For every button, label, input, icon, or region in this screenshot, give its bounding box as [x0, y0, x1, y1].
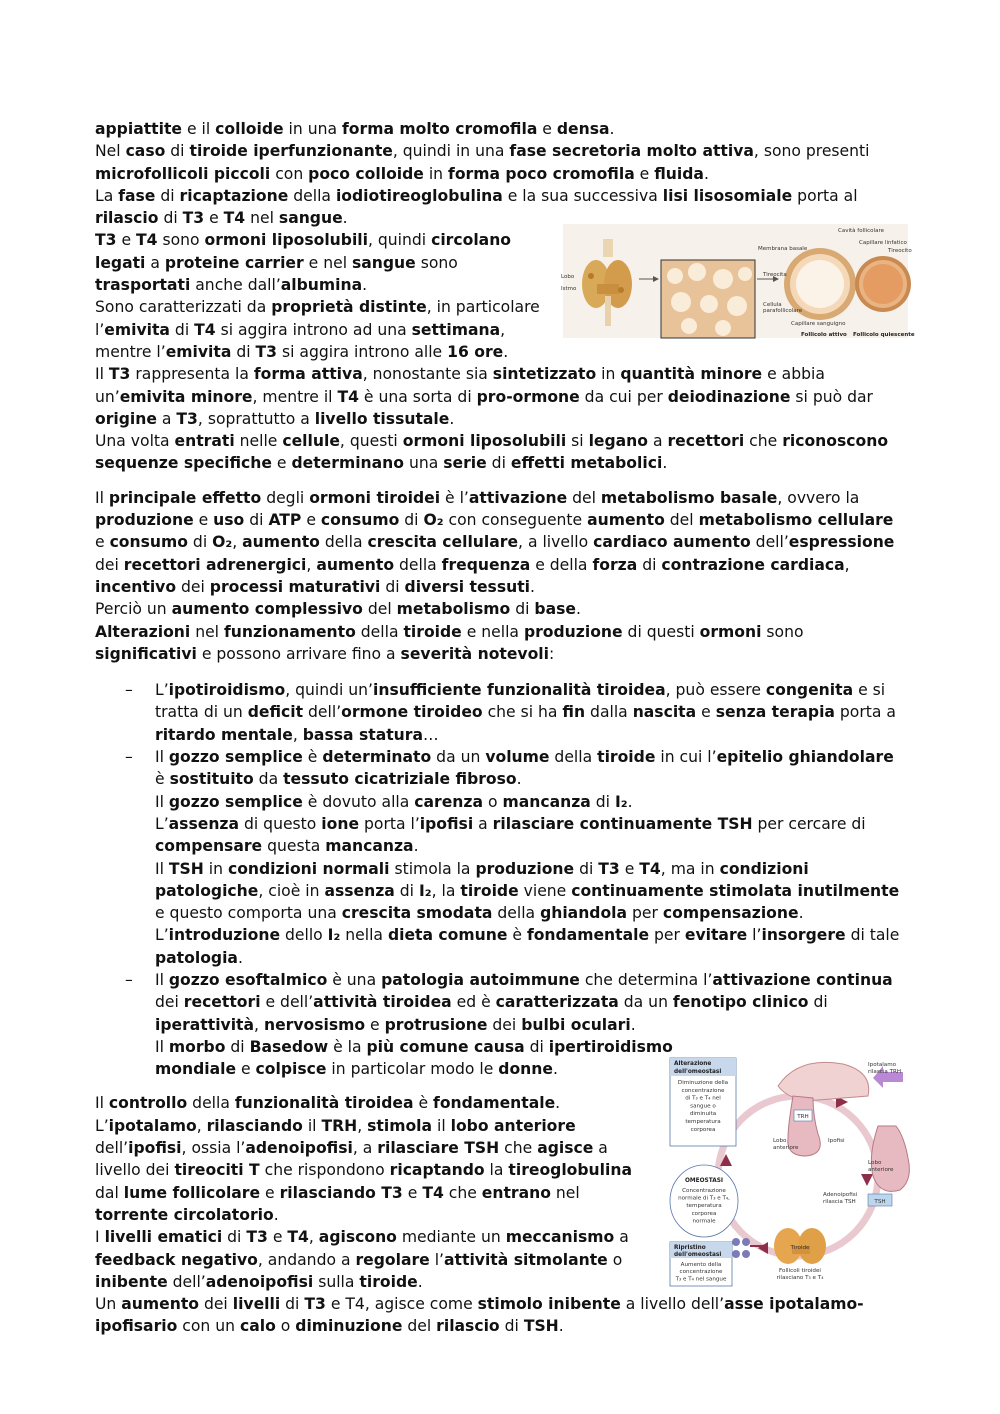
list-item-text: – Il gozzo semplice è determinato da un volume della tiroide in cui l’epitelio ghiandolare è sostituito da tessuto cicatriziale fibroso. [155, 748, 894, 789]
label-follicolo-quiescente: Follicolo quiescente [853, 332, 915, 338]
diagram-label-line: concentrazione [679, 1269, 723, 1276]
thyroid-histology-figure [561, 224, 915, 338]
diagram-label-line: concentrazione [681, 1087, 725, 1094]
ipofisi-label: Ipofisi [828, 1138, 845, 1144]
alterazione-title-2: dell'omeostasi [674, 1069, 722, 1075]
paragraph: Perciò un aumento complessivo del metabolismo di base. [95, 600, 581, 619]
omeostasi-title: OMEOSTASI [684, 1178, 724, 1184]
ripristino-box [670, 1242, 732, 1286]
paragraph: Il controllo della funzionalità tiroidea è fondamentale. [95, 1094, 561, 1113]
label-parafollicolare: parafollicolare [763, 308, 803, 314]
list-item [155, 679, 905, 746]
paragraph: Il T3 rappresenta la forma attiva, nonostante sia sintetizzato in quantità minore e abbia un’emivita minore, mentre il T4 è una sorta di pro-ormone da cui per deiodinazione si può dar origine a T3, soprattutto a livello tissutale. [95, 365, 873, 428]
diagram-label-line: rilascia TRH [868, 1069, 902, 1075]
disorder-list [95, 679, 905, 1080]
paragraph: Nel caso di tiroide iperfunzionante, quindi in una fase secretoria molto attiva, sono presenti microfollicoli piccoli con poco colloide in forma poco cromofila e fluida. [95, 142, 870, 183]
diagram-label-line: Lobo [773, 1138, 787, 1144]
diagram-label-line: Diminuzione della [677, 1080, 729, 1086]
paragraph: appiattite e il colloide in una forma molto cromofila e densa. [95, 120, 615, 138]
paragraph: Una volta entrati nelle cellule, questi ormoni liposolubili si legano a recettori che riconoscono sequenze specifiche e determinano una serie di effetti metabolici. [95, 432, 889, 473]
label-membrana: Membrana basale [758, 246, 808, 252]
trh-label: TRH [797, 1114, 809, 1120]
adenoipofisi-label [823, 1192, 858, 1205]
diagram-label-line: corporea [690, 1126, 716, 1133]
ripristino-title-1: Ripristino [674, 1245, 706, 1251]
list-item-text: Il TSH in condizioni normali stimola la produzione di T3 e T4, ma in condizioni patologiche, cioè in assenza di I₂, la tiroide viene continuamente stimolata inutilmente e questo comporta una crescita smodata della ghiandola per compensazione. [155, 859, 900, 923]
diagram-label-line: T₃ e T₄ nel sangue [675, 1276, 727, 1283]
diagram-label-line: di T₃ e T₄ nel [685, 1095, 721, 1102]
label-tireocito: Tireocito [888, 248, 912, 254]
diagram-label-line: corporea [691, 1210, 717, 1217]
tiroide-label: Tiroide [790, 1245, 810, 1251]
label-capillare-sanguigno: Capillare sanguigno [791, 321, 846, 327]
label-lobo: Lobo [561, 274, 575, 280]
list-item-text: L’introduzione dello I₂ nella dieta comune è fondamentale per evitare l’insorgere di tale patologia. [155, 926, 900, 967]
paragraph: La fase di ricaptazione della iodiotireoglobulina e la sua successiva lisi lisosomiale porta al rilascio di T3 e T4 nel sangue. [95, 186, 858, 228]
quiescent-follicle-illustration [855, 256, 911, 312]
omeostasi-box [670, 1165, 738, 1237]
label-istmo: Istmo [561, 286, 577, 292]
list-item-text: Il gozzo semplice è dovuto alla carenza o mancanza di I₂. [155, 792, 633, 811]
alterazione-box [670, 1058, 736, 1146]
paragraph: I livelli ematici di T3 e T4, agiscono mediante un meccanismo a feedback negativo, andando a regolare l’attività sitmolante o inibente dell’adenoipofisi sulla tiroide. [95, 1228, 629, 1291]
tsh-label: TSH [874, 1199, 886, 1205]
label-follicolo-attivo: Follicolo attivo [801, 332, 847, 338]
diagram-label-line: diminuita [689, 1111, 717, 1118]
paragraph: L’ipotalamo, rilasciando il TRH, stimola il lobo anteriore dell’ipofisi, ossia l’adenoipofisi, a rilasciare TSH che agisce a livello dei tireociti T che rispondono ricaptando la tireoglobulina dal lume follicolare e rilasciando T3 e T4 che entrano nel torrente circolatorio. [95, 1116, 632, 1224]
paragraph: Alterazioni nel funzionamento della tiroide e nella produzione di questi ormoni sono significativi e possono arrivare fino a severità notevoli: [95, 622, 804, 663]
diagram-label-line: temperatura [686, 1203, 722, 1210]
diagram-label-line: Aumento della [680, 1262, 722, 1268]
diagram-label-line: anteriore [868, 1167, 894, 1173]
paragraph: T3 e T4 sono ormoni liposolubili, quindi circolano legati a proteine carrier e nel sangue sono trasportati anche dall’albumina. [95, 231, 512, 295]
paragraph: Sono caratterizzati da proprietà distinte, in particolare l’emivita di T4 si aggira introno ad una settimana, mentre l’emivita di T3 si aggira introno alle 16 ore. [95, 298, 540, 361]
diagram-label-line: sangue o [690, 1103, 716, 1110]
label-capillare-linfatico: Capillare linfatico [859, 240, 907, 246]
document-page [95, 118, 915, 1338]
list-item-text: – L’ipotiroidismo, quindi un’insufficiente funzionalità tiroidea, può essere congenita e si tratta di un deficit dell’ormone tiroideo che si ha fin dalla nascita e senza terapia porta a ritardo mentale, bassa statura… [155, 681, 896, 744]
diagram-label-line: rilasciano T₃ e T₄ [776, 1275, 824, 1281]
diagram-label-line: Adenoipofisi [823, 1192, 858, 1198]
ripristino-title-2: dell'omeostasi [674, 1252, 722, 1258]
label-tireocita: Tireocita [763, 272, 787, 278]
paragraph: Un aumento dei livelli di T3 e T4, agisce come stimolo inibente a livello dell’asse ipotalamo-ipofisario con un calo o diminuzione del rilascio di TSH. [95, 1295, 864, 1336]
label-cellula: Cellula [763, 302, 782, 308]
list-item-text: Il morbo di Basedow è la più comune causa di ipertiroidismo mondiale e colpisce in particolar modo le donne. [155, 1037, 673, 1079]
list-item-text: L’assenza di questo ione porta l’ipofisi a rilasciare continuamente TSH per cercare di compensare questa mancanza. [155, 814, 866, 856]
list-item-text: – Il gozzo esoftalmico è una patologia autoimmune che determina l’attivazione continua dei recettori e dell’attività tiroidea ed è caratterizzata da un fenotipo clinico di iperattività, nervosismo e protrusione dei bulbi oculari. [155, 970, 893, 1034]
list-item [155, 746, 905, 969]
diagram-label-line: Lobo [868, 1160, 882, 1166]
feedback-loop-diagram [668, 1056, 913, 1288]
tissue-section-illustration [661, 260, 755, 338]
diagram-label-line: Follicoli tiroidei [779, 1268, 821, 1274]
diagram-label-line: rilascia TSH [823, 1199, 856, 1205]
diagram-label-line: Concentrazione [682, 1188, 726, 1194]
ripristino-body [675, 1262, 727, 1282]
diagram-label-line: normale [692, 1218, 716, 1225]
label-cavita: Cavità follicolare [838, 228, 884, 234]
alterazione-title-1: Alterazione [674, 1061, 712, 1067]
diagram-label-line: normale di T₃ e T₄, [678, 1195, 730, 1202]
follicoli-label [777, 1268, 825, 1281]
diagram-label-line: temperatura [685, 1119, 721, 1125]
diagram-label-line: anteriore [773, 1145, 799, 1151]
diagram-label-line: Ipotalamo [868, 1062, 897, 1068]
paragraph: Il principale effetto degli ormoni tiroidei è l’attivazione del metabolismo basale, ovvero la produzione e uso di ATP e consumo di O₂ con conseguente aumento del metabolismo cellulare e consumo di O₂, aumento della crescita cellulare, a livello cardiaco aumento dell’espressione dei recettori adrenergici, aumento della frequenza e della forza di contrazione cardiaca, incentivo dei processi maturativi di diversi tessuti. [95, 488, 895, 596]
